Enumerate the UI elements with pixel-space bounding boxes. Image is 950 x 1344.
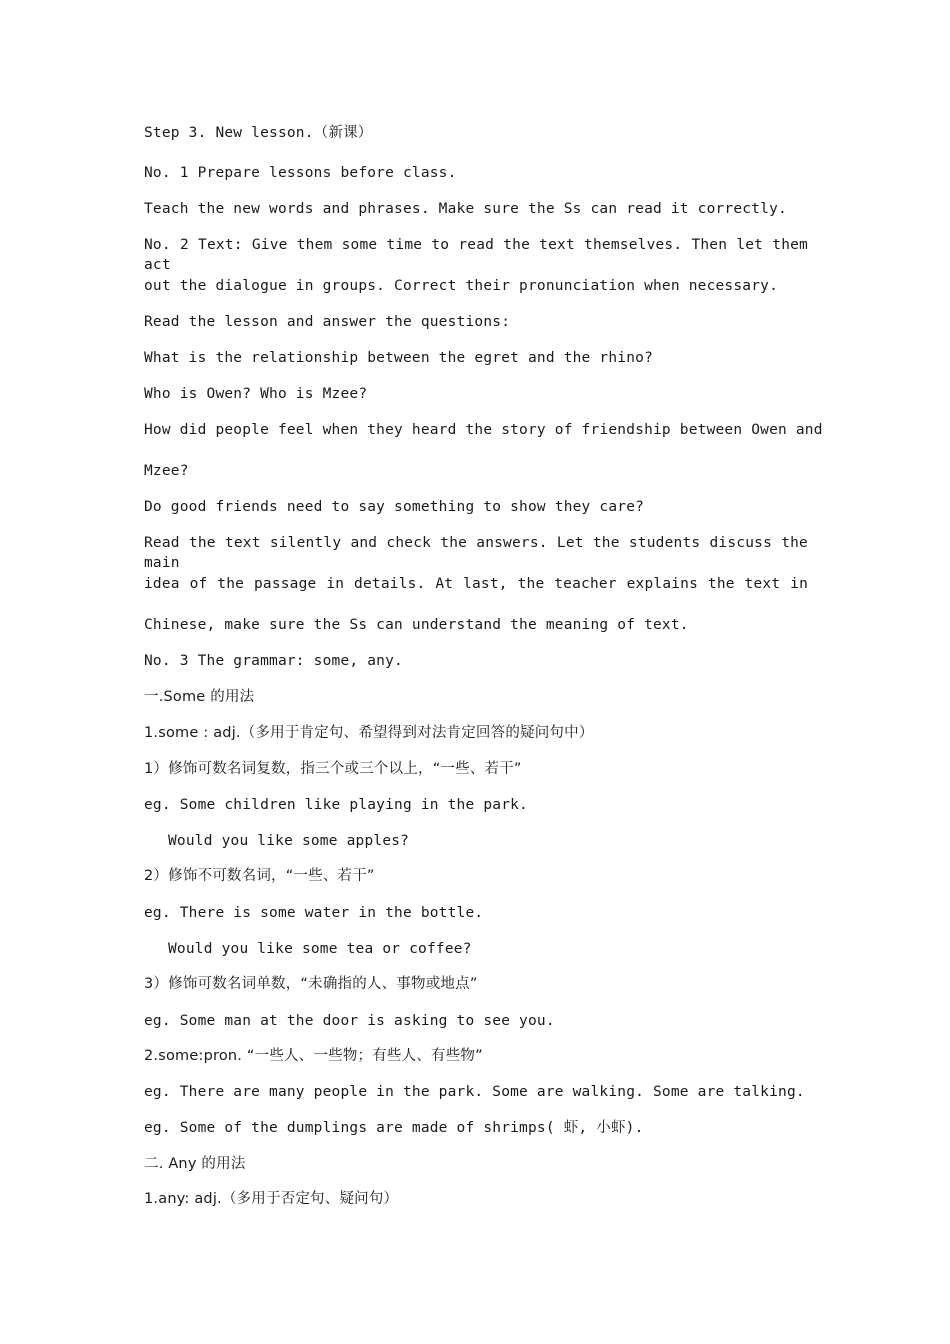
text-line: No. 2 Text: Give them some time to read the text themselves. Then let them act [144,237,808,273]
rule-line: 1.some : adj.（多用于肯定句、希望得到对法肯定回答的疑问句中） [144,725,594,741]
rule-line: 2）修饰不可数名词，“一些、若干” [144,868,375,884]
section-heading: 二. Any 的用法 [144,1156,246,1172]
text-line: out the dialogue in groups. Correct their pronunciation when necessary. [144,278,779,294]
rule-line: 2.some:pron. “一些人、一些物；有些人、有些物” [144,1048,483,1064]
text-line: No. 3 The grammar: some, any. [144,653,403,669]
question-line: How did people feel when they heard the story of friendship between Owen and [144,422,823,438]
example-line: eg. Some of the dumplings are made of shrimps( 虾, 小虾). [144,1120,644,1136]
text-line: Chinese, make sure the Ss can understand the meaning of text. [144,617,689,633]
rule-line: 1）修饰可数名词复数，指三个或三个以上，“一些、若干” [144,761,522,777]
section-heading: 一.Some 的用法 [144,689,255,705]
text-line: Teach the new words and phrases. Make sure the Ss can read it correctly. [144,201,787,217]
example-line: eg. Some children like playing in the park. [144,797,528,813]
question-line: Who is Owen? Who is Mzee? [144,386,368,402]
rule-line: 3）修饰可数名词单数，“未确指的人、事物或地点” [144,976,478,992]
text-line: Read the lesson and answer the questions: [144,314,511,330]
text-line: idea of the passage in details. At last, the teacher explains the text in [144,576,808,592]
example-line: Would you like some apples? [168,833,410,849]
example-line: Would you like some tea or coffee? [168,941,472,957]
example-line: eg. Some man at the door is asking to see you. [144,1013,555,1029]
question-line: Do good friends need to say something to show they care? [144,499,645,515]
step-heading: Step 3. New lesson.（新课） [144,125,373,141]
text-line: No. 1 Prepare lessons before class. [144,165,457,181]
question-line: Mzee? [144,463,189,479]
question-line: What is the relationship between the egret and the rhino? [144,350,653,366]
example-line: eg. There is some water in the bottle. [144,905,484,921]
rule-line: 1.any: adj.（多用于否定句、疑问句） [144,1191,399,1207]
example-line: eg. There are many people in the park. Some are walking. Some are talking. [144,1084,805,1100]
text-line: Read the text silently and check the answers. Let the students discuss the main [144,535,808,571]
